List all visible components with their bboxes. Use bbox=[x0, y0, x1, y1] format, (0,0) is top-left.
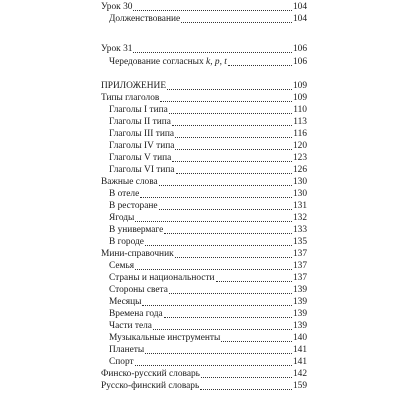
toc-entry-label: Глаголы V типа bbox=[109, 153, 172, 163]
toc-entry-body-parts bbox=[109, 321, 307, 332]
toc-entry-verbs-type-1 bbox=[109, 105, 307, 116]
toc-entry-page: 120 bbox=[292, 141, 307, 151]
toc-entry-city bbox=[109, 237, 307, 248]
toc-entry-label: Музыкальные инструменты bbox=[109, 333, 221, 343]
toc-entry-lesson-30 bbox=[101, 2, 307, 13]
toc-entry-page: 106 bbox=[292, 44, 307, 54]
toc-entry-page: 126 bbox=[292, 165, 307, 175]
toc-entry-russian-finnish-dictionary bbox=[101, 381, 307, 392]
toc-entry-label: Важные слова bbox=[101, 177, 158, 187]
toc-entry-page: 130 bbox=[292, 177, 307, 187]
toc-entry-page: 139 bbox=[292, 285, 307, 295]
toc-entry-label: Урок 30 bbox=[101, 2, 133, 12]
toc-entry-verbs-type-5 bbox=[109, 153, 307, 164]
toc-entry-finnish-russian-dictionary bbox=[101, 369, 307, 380]
toc-entry-label: Страны и национальности bbox=[109, 273, 215, 283]
dot-leader bbox=[221, 341, 292, 342]
dot-leader bbox=[169, 293, 292, 294]
toc-entry-label: Семья bbox=[109, 261, 135, 271]
toc-entry-restaurant bbox=[109, 201, 307, 212]
toc-entry-label: Глаголы III типа bbox=[109, 129, 175, 139]
toc-entry-page: 132 bbox=[292, 213, 307, 223]
toc-entry-musical-instruments bbox=[109, 333, 307, 344]
toc-entry-label: Типы глаголов bbox=[101, 93, 160, 103]
dot-leader bbox=[176, 173, 292, 174]
toc-entry-page: 123 bbox=[292, 153, 307, 163]
dot-leader bbox=[167, 89, 292, 90]
dot-leader bbox=[160, 101, 292, 102]
dot-leader bbox=[216, 281, 292, 282]
toc-entry-page: 141 bbox=[292, 357, 307, 367]
toc-entry-label: В универмаге bbox=[109, 225, 164, 235]
dot-leader bbox=[200, 389, 292, 390]
dot-leader bbox=[135, 269, 292, 270]
toc-entry-label: Мини-справочник bbox=[101, 249, 174, 259]
toc-entry-label: Русско-финский словарь bbox=[101, 381, 200, 391]
toc-entry-label: В городе bbox=[109, 237, 144, 247]
toc-entry-planets bbox=[109, 345, 307, 356]
dot-leader bbox=[175, 137, 292, 138]
toc-entry-page: 109 bbox=[292, 81, 307, 91]
toc-entry-page: 110 bbox=[293, 105, 307, 115]
toc-entry-label: Финско-русский словарь bbox=[101, 369, 200, 379]
toc-entry-label: Спорт bbox=[109, 357, 134, 367]
toc-entry-page: 139 bbox=[292, 321, 307, 331]
toc-entry-seasons bbox=[109, 309, 307, 320]
toc-entry-page: 130 bbox=[292, 189, 307, 199]
toc-entry-mini-reference bbox=[101, 249, 307, 260]
toc-entry-label: Времена года bbox=[109, 309, 163, 319]
toc-entry-sport bbox=[109, 357, 307, 368]
toc-entry-label: В ресторане bbox=[109, 201, 158, 211]
toc-entry-page: 142 bbox=[292, 369, 307, 379]
toc-entry-page: 104 bbox=[292, 2, 307, 12]
toc-entry-page: 141 bbox=[292, 345, 307, 355]
toc-entry-label: Долженствование bbox=[109, 14, 181, 24]
toc-entry-label: ПРИЛОЖЕНИЕ bbox=[101, 81, 167, 91]
dot-leader bbox=[153, 329, 292, 330]
dot-leader bbox=[133, 10, 291, 11]
toc-entry-label: Глаголы VI типа bbox=[109, 165, 175, 175]
dot-leader bbox=[140, 197, 292, 198]
toc-entry-family bbox=[109, 261, 307, 272]
toc-entry-lesson-31 bbox=[101, 44, 307, 55]
dot-leader bbox=[135, 221, 292, 222]
dot-leader bbox=[172, 125, 292, 126]
toc-entry-page: 137 bbox=[292, 261, 307, 271]
toc-entry-page: 131 bbox=[292, 201, 307, 211]
toc-entry-page: 140 bbox=[292, 333, 307, 343]
toc-entry-appendix bbox=[101, 81, 307, 92]
toc-entry-page: 159 bbox=[292, 381, 307, 391]
dot-leader bbox=[181, 22, 292, 23]
dot-leader bbox=[175, 257, 292, 258]
toc-entry-label: Урок 31 bbox=[101, 44, 133, 54]
toc-entry-page: 104 bbox=[292, 14, 307, 24]
toc-entry-consonant-gradation bbox=[109, 57, 307, 68]
dot-leader bbox=[172, 161, 292, 162]
dot-leader bbox=[142, 305, 292, 306]
toc-entry-label: Чередование согласных k, p, t bbox=[109, 57, 227, 67]
toc-entry-hotel bbox=[109, 189, 307, 200]
toc-entry-page: 109 bbox=[292, 93, 307, 103]
toc-entry-page: 116 bbox=[293, 129, 307, 139]
toc-entry-verbs-type-6 bbox=[109, 165, 307, 176]
dot-leader bbox=[145, 245, 292, 246]
dot-leader bbox=[164, 317, 292, 318]
dot-leader bbox=[175, 149, 292, 150]
toc-entry-page: 106 bbox=[292, 57, 307, 67]
toc-entry-page: 137 bbox=[292, 273, 307, 283]
toc-entry-cardinal-directions bbox=[109, 285, 307, 296]
toc-entry-page: 139 bbox=[292, 297, 307, 307]
toc-entry-months bbox=[109, 297, 307, 308]
toc-entry-label: Глаголы II типа bbox=[109, 117, 171, 127]
toc-entry-department-store bbox=[109, 225, 307, 236]
toc-entry-countries bbox=[109, 273, 307, 284]
toc-entry-verbs-type-3 bbox=[109, 129, 307, 140]
dot-leader bbox=[135, 365, 292, 366]
toc-entry-label: Месяцы bbox=[109, 297, 142, 307]
toc-entry-label: Глаголы IV типа bbox=[109, 141, 175, 151]
toc-entry-verbs-type-2 bbox=[109, 117, 307, 128]
toc-entry-label: Планеты bbox=[109, 345, 145, 355]
dot-leader bbox=[201, 377, 292, 378]
toc-entry-label: Глаголы I типа bbox=[109, 105, 168, 115]
toc-entry-label: Стороны света bbox=[109, 285, 168, 295]
toc-entry-important-words bbox=[101, 177, 307, 188]
toc-entry-label: Части тела bbox=[109, 321, 152, 331]
toc-entry-verbs-type-4 bbox=[109, 141, 307, 152]
toc-entry-page: 139 bbox=[292, 309, 307, 319]
toc-entry-verb-types bbox=[101, 93, 307, 104]
dot-leader bbox=[228, 65, 292, 66]
toc-entry-label: Ягоды bbox=[109, 213, 135, 223]
dot-leader bbox=[169, 113, 292, 114]
toc-entry-page: 137 bbox=[292, 249, 307, 259]
toc-entry-page: 135 bbox=[292, 237, 307, 247]
dot-leader bbox=[164, 233, 292, 234]
dot-leader bbox=[159, 185, 292, 186]
toc-entry-page: 113 bbox=[293, 117, 307, 127]
dot-leader bbox=[159, 209, 292, 210]
toc-entry-berries bbox=[109, 213, 307, 224]
dot-leader bbox=[133, 52, 291, 53]
dot-leader bbox=[145, 353, 292, 354]
toc-entry-label: В отеле bbox=[109, 189, 140, 199]
toc-entry-page: 133 bbox=[292, 225, 307, 235]
toc-entry-obligation bbox=[109, 14, 307, 25]
